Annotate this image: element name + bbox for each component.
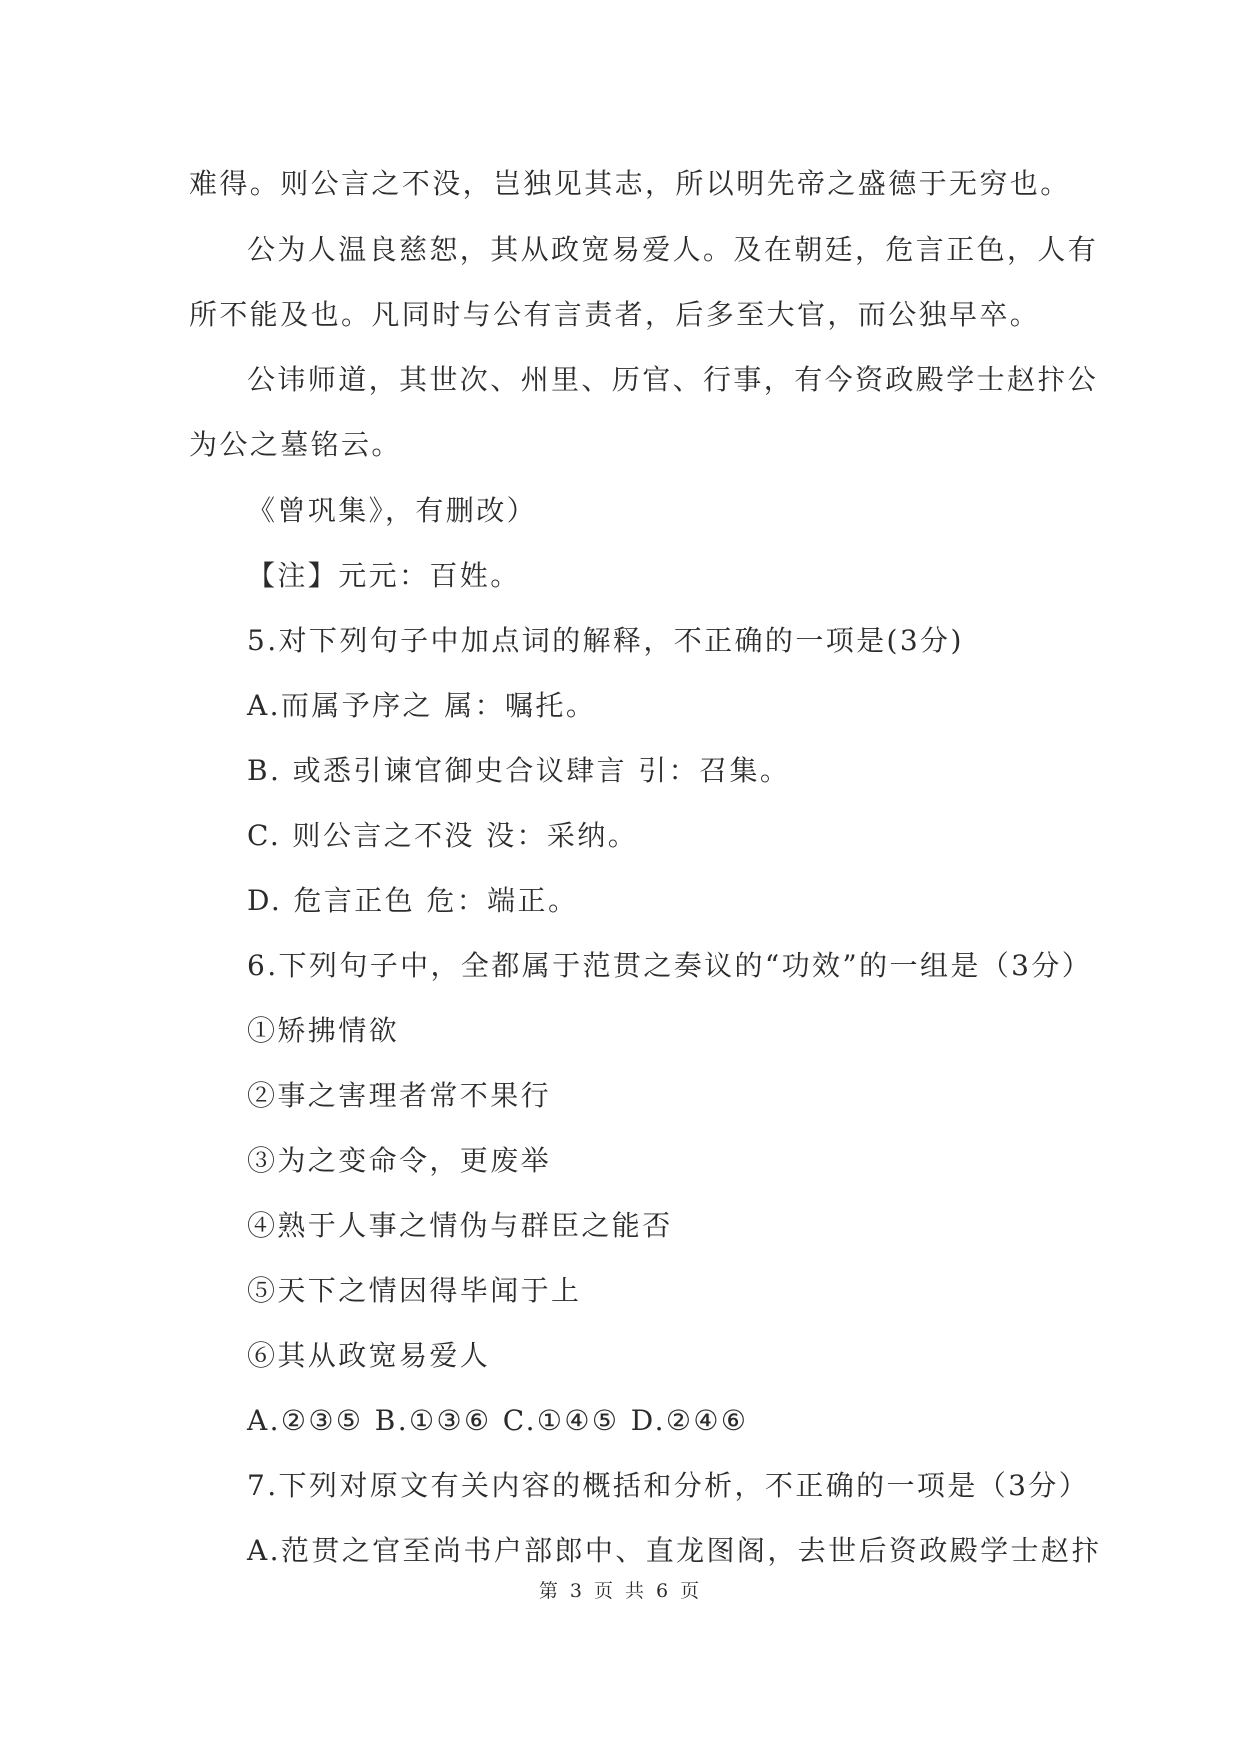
question-6-item: ②事之害理者常不果行: [247, 1079, 552, 1112]
question-6-item: ⑥其从政宽易爱人: [247, 1339, 491, 1372]
source-citation: 《曾巩集》，有删改）: [247, 494, 538, 527]
passage-line: 公讳师道，其世次、州里、历官、行事，有今资政殿学士赵抃公: [247, 363, 1099, 396]
question-7-stem: 7.下列对原文有关内容的概括和分析，不正确的一项是（3分）: [247, 1469, 1090, 1502]
question-6-item: ③为之变命令，更废举: [247, 1144, 552, 1177]
question-6-item: ⑤天下之情因得毕闻于上: [247, 1274, 582, 1307]
question-5-option-c: C. 则公言之不没 没：采纳。: [247, 819, 639, 852]
passage-line: 所不能及也。凡同时与公有言责者，后多至大官，而公独早卒。: [189, 298, 1041, 331]
page-footer: 第 3 页 共 6 页: [538, 1580, 703, 1602]
passage-line: 为公之墓铭云。: [189, 428, 402, 461]
annotation-note: 【注】元元：百姓。: [247, 559, 521, 592]
question-6-item: ①矫拂情欲: [247, 1014, 400, 1047]
question-5-option-d: D. 危言正色 危：端正。: [247, 884, 579, 917]
question-5-stem: 5.对下列句子中加点词的解释，不正确的一项是(3分): [247, 624, 964, 657]
question-5-option-b: B. 或悉引谏官御史合议肆言 引：召集。: [247, 754, 791, 787]
question-6-stem: 6.下列句子中，全都属于范贯之奏议的“功效”的一组是（3分）: [247, 949, 1093, 982]
question-6-options: A.②③⑤ B.①③⑥ C.①④⑤ D.②④⑥: [247, 1404, 749, 1437]
question-5-option-a: A.而属予序之 属：嘱托。: [247, 689, 597, 722]
question-7-option-a: A.范贯之官至尚书户部郎中、直龙图阁，去世后资政殿学士赵抃: [247, 1534, 1102, 1567]
question-6-item: ④熟于人事之情伪与群臣之能否: [247, 1209, 673, 1242]
passage-line: 公为人温良慈恕，其从政宽易爱人。及在朝廷，危言正色，人有: [247, 233, 1099, 266]
passage-line: 难得。则公言之不没，岂独见其志，所以明先帝之盛德于无穷也。: [189, 167, 1071, 200]
